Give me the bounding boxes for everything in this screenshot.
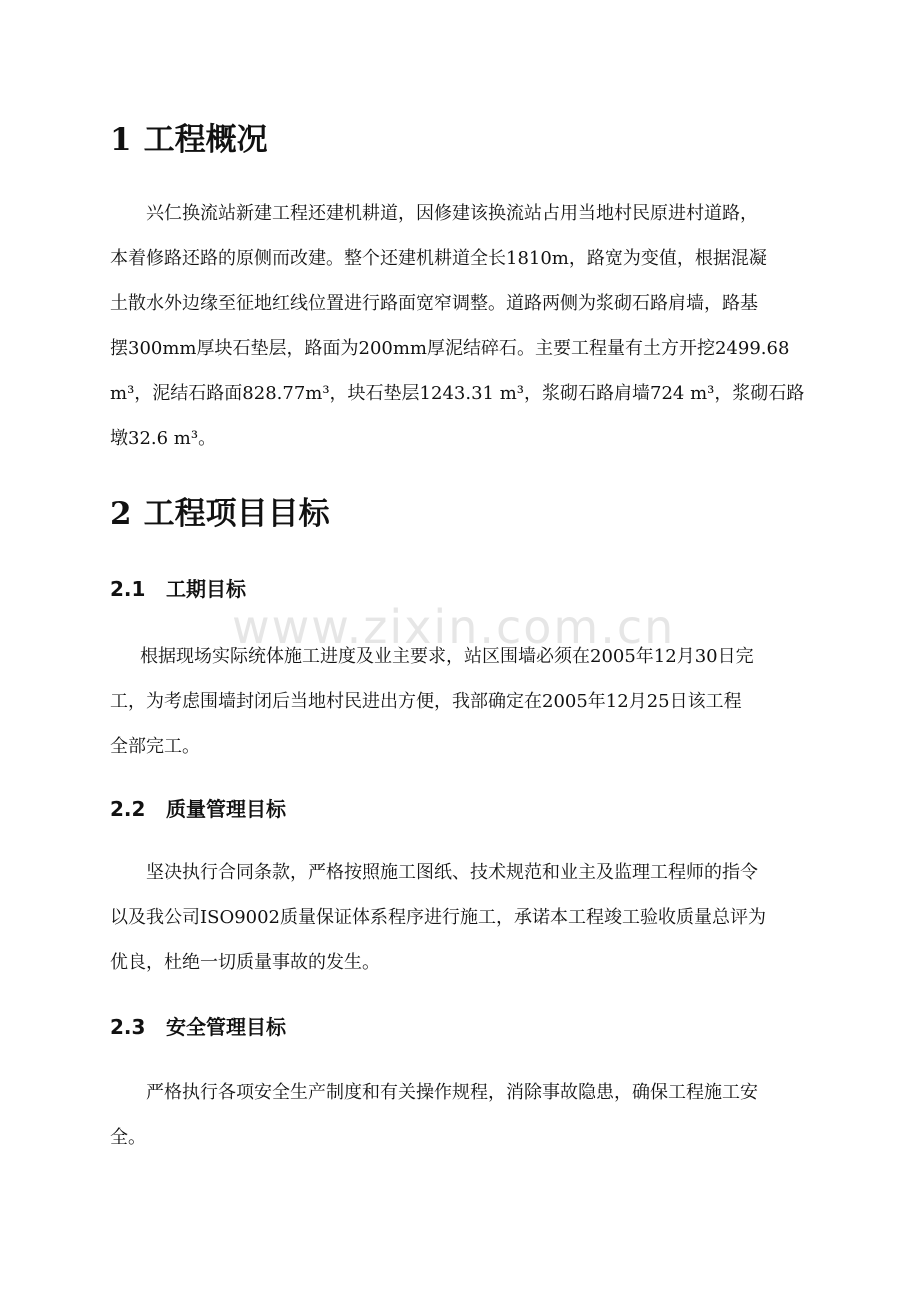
paragraph-line: 工，为考虑围墙封闭后当地村民进出方便，我部确定在2005年12月25日该工程 <box>110 691 742 712</box>
heading-number: 2.2 <box>110 797 146 821</box>
heading-title: 安全管理目标 <box>166 1015 286 1039</box>
paragraph-line: 摆300mm厚块石垫层，路面为200mm厚泥结碎石。主要工程量有土方开挖2499.68 <box>110 338 790 359</box>
paragraph-line: 优良，杜绝一切质量事故的发生。 <box>110 952 380 973</box>
heading-title: 工程概况 <box>143 122 268 158</box>
heading-number: 2.1 <box>110 577 146 601</box>
paragraph-line: 全部完工。 <box>110 736 200 757</box>
heading-title: 工期目标 <box>166 577 246 601</box>
paragraph-line: 本着修路还路的原侧而改建。整个还建机耕道全长1810m，路宽为变值，根据混凝 <box>110 248 767 269</box>
paragraph-line: 土散水外边缘至征地红线位置进行路面宽窄调整。道路两侧为浆砌石路肩墙，路基 <box>110 293 758 314</box>
heading-section-1 <box>110 120 268 160</box>
paragraph-overview <box>110 191 830 461</box>
heading-number: 2 <box>110 496 132 532</box>
heading-section-2-1 <box>110 574 246 604</box>
paragraph-line: 全。 <box>110 1127 146 1148</box>
heading-section-2-2 <box>110 794 286 824</box>
paragraph-line: 墩32.6 m³。 <box>110 428 217 449</box>
heading-title: 工程项目目标 <box>143 496 330 532</box>
heading-number: 2.3 <box>110 1015 146 1039</box>
paragraph-schedule-goal <box>110 634 830 769</box>
paragraph-line: m³，泥结石路面828.77m³，块石垫层1243.31 m³，浆砌石路肩墙724 m³，浆砌石路 <box>110 383 805 404</box>
heading-section-2-3 <box>110 1012 286 1042</box>
paragraph-line: 根据现场实际统体施工进度及业主要求，站区围墙必须在2005年12月30日完 <box>140 646 754 667</box>
paragraph-line: 严格执行各项安全生产制度和有关操作规程，消除事故隐患，确保工程施工安 <box>146 1082 758 1103</box>
paragraph-line: 坚决执行合同条款，严格按照施工图纸、技术规范和业主及监理工程师的指令 <box>146 862 758 883</box>
paragraph-safety-goal <box>110 1070 830 1160</box>
watermark: www.zixin.com.cn <box>232 600 676 654</box>
heading-number: 1 <box>110 122 132 158</box>
heading-section-2 <box>110 494 330 534</box>
paragraph-line: 兴仁换流站新建工程还建机耕道，因修建该换流站占用当地村民原进村道路， <box>146 203 758 224</box>
paragraph-line: 以及我公司ISO9002质量保证体系程序进行施工，承诺本工程竣工验收质量总评为 <box>110 907 767 928</box>
paragraph-quality-goal <box>110 850 830 985</box>
heading-title: 质量管理目标 <box>166 797 286 821</box>
